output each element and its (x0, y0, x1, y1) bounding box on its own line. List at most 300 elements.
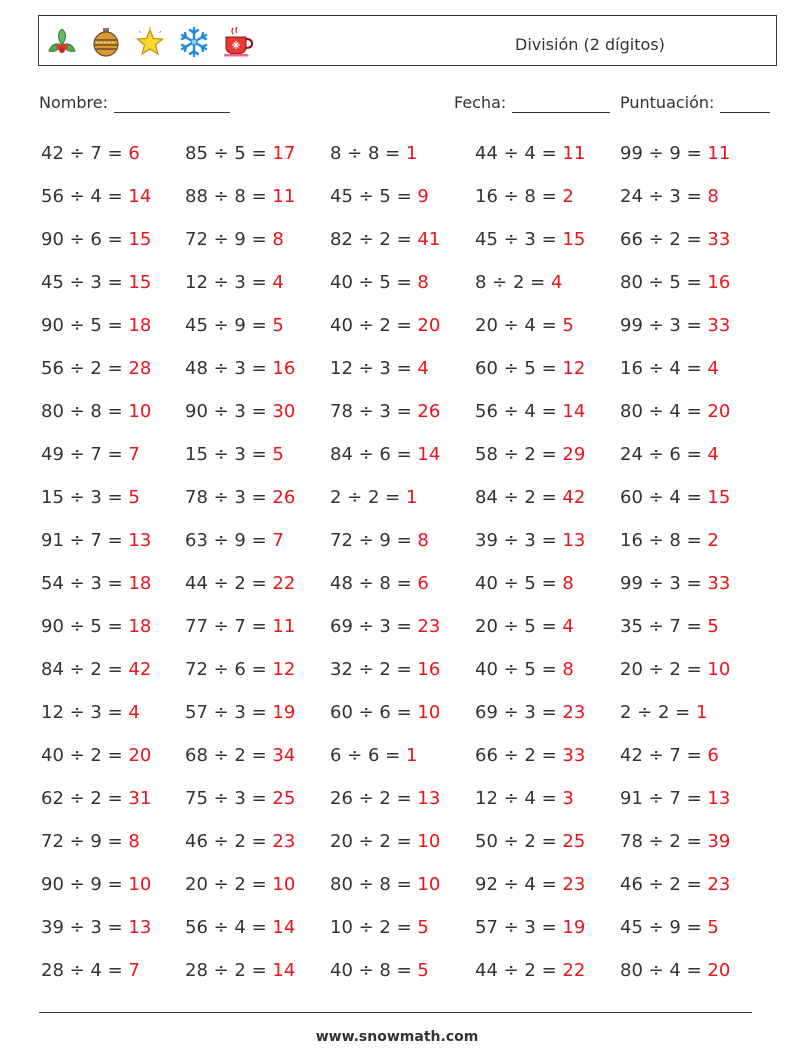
problem-item (330, 186, 429, 208)
problem-question: 10 ÷ 2 = (330, 917, 418, 938)
problem-item (475, 702, 585, 724)
problem-question: 42 ÷ 7 = (620, 745, 708, 766)
problem-item (185, 831, 295, 853)
problem-answer: 8 (417, 272, 429, 293)
problem-item (475, 401, 585, 423)
score-blank-line[interactable] (720, 96, 770, 113)
problem-answer: 5 (272, 444, 284, 465)
problem-item (330, 874, 440, 896)
problem-item (620, 659, 730, 681)
problem-item (330, 831, 440, 853)
problem-question: 8 ÷ 8 = (330, 143, 406, 164)
problem-item (330, 917, 429, 939)
problem-answer: 6 (128, 143, 140, 164)
problem-item (330, 573, 429, 595)
problem-question: 12 ÷ 3 = (330, 358, 418, 379)
problem-question: 99 ÷ 3 = (620, 315, 708, 336)
problem-question: 56 ÷ 4 = (475, 401, 563, 422)
problem-item (185, 315, 284, 337)
problem-item (475, 831, 585, 853)
problem-question: 84 ÷ 2 = (475, 487, 563, 508)
problem-answer: 4 (707, 444, 719, 465)
problem-question: 45 ÷ 9 = (185, 315, 273, 336)
problem-item (41, 358, 151, 380)
problem-question: 20 ÷ 4 = (475, 315, 563, 336)
problem-answer: 3 (562, 788, 574, 809)
problem-item (475, 573, 574, 595)
problem-answer: 20 (707, 960, 731, 981)
problem-item (475, 874, 585, 896)
problem-question: 40 ÷ 5 = (475, 659, 563, 680)
problem-answer: 33 (707, 573, 731, 594)
problem-answer: 5 (272, 315, 284, 336)
problem-answer: 15 (128, 229, 152, 250)
problem-answer: 25 (272, 788, 296, 809)
problem-item (185, 659, 295, 681)
problem-question: 78 ÷ 3 = (330, 401, 418, 422)
problem-question: 40 ÷ 2 = (330, 315, 418, 336)
star-icon (133, 25, 167, 59)
problem-answer: 30 (272, 401, 296, 422)
problem-question: 56 ÷ 4 = (185, 917, 273, 938)
problem-question: 72 ÷ 9 = (330, 530, 418, 551)
problem-answer: 7 (128, 444, 140, 465)
problem-item (620, 487, 730, 509)
problem-item (620, 788, 730, 810)
problem-answer: 2 (707, 530, 719, 551)
problem-item (330, 401, 440, 423)
problem-item (330, 616, 440, 638)
problem-answer: 8 (707, 186, 719, 207)
problem-question: 72 ÷ 6 = (185, 659, 273, 680)
problem-answer: 33 (707, 229, 731, 250)
problem-item (330, 530, 429, 552)
problem-answer: 15 (562, 229, 586, 250)
problem-question: 78 ÷ 2 = (620, 831, 708, 852)
problem-item (41, 960, 140, 982)
problem-item (185, 960, 295, 982)
problem-item (41, 702, 140, 724)
problem-answer: 8 (562, 573, 574, 594)
problem-question: 57 ÷ 3 = (185, 702, 273, 723)
name-label: Nombre: (39, 93, 108, 112)
problem-answer: 14 (417, 444, 441, 465)
problem-question: 80 ÷ 5 = (620, 272, 708, 293)
problem-question: 62 ÷ 2 = (41, 788, 129, 809)
problem-question: 63 ÷ 9 = (185, 530, 273, 551)
problem-item (41, 745, 151, 767)
problem-answer: 4 (707, 358, 719, 379)
problem-answer: 10 (272, 874, 296, 895)
problem-question: 46 ÷ 2 = (620, 874, 708, 895)
problem-item (620, 143, 730, 165)
problem-answer: 8 (417, 530, 429, 551)
problem-question: 91 ÷ 7 = (620, 788, 708, 809)
problem-question: 16 ÷ 8 = (475, 186, 563, 207)
problem-item (41, 917, 151, 939)
problem-question: 16 ÷ 4 = (620, 358, 708, 379)
problem-item (475, 917, 585, 939)
problem-answer: 20 (417, 315, 441, 336)
problem-question: 69 ÷ 3 = (330, 616, 418, 637)
problem-question: 78 ÷ 3 = (185, 487, 273, 508)
problem-answer: 5 (562, 315, 574, 336)
problem-question: 60 ÷ 6 = (330, 702, 418, 723)
problem-answer: 10 (128, 874, 152, 895)
problem-item (475, 788, 574, 810)
holly-icon (45, 25, 79, 59)
problem-answer: 13 (707, 788, 731, 809)
problem-item (620, 358, 719, 380)
problem-question: 90 ÷ 6 = (41, 229, 129, 250)
problem-question: 54 ÷ 3 = (41, 573, 129, 594)
problem-item (330, 788, 440, 810)
problem-answer: 14 (562, 401, 586, 422)
problem-answer: 25 (562, 831, 586, 852)
problem-question: 68 ÷ 2 = (185, 745, 273, 766)
problem-answer: 20 (128, 745, 152, 766)
problem-answer: 18 (128, 315, 152, 336)
problem-item (41, 573, 151, 595)
problem-question: 45 ÷ 9 = (620, 917, 708, 938)
problem-question: 99 ÷ 3 = (620, 573, 708, 594)
problem-question: 92 ÷ 4 = (475, 874, 563, 895)
problem-answer: 1 (695, 702, 708, 723)
problem-answer: 29 (562, 444, 586, 465)
problem-item (41, 616, 151, 638)
problem-item (620, 401, 730, 423)
problem-question: 12 ÷ 3 = (41, 702, 129, 723)
problem-item (330, 358, 429, 380)
problem-answer: 11 (562, 143, 586, 164)
problem-question: 82 ÷ 2 = (330, 229, 418, 250)
problem-answer: 13 (128, 917, 152, 938)
problem-item (41, 444, 140, 466)
problem-answer: 16 (272, 358, 296, 379)
problem-item (620, 573, 730, 595)
problem-answer: 23 (417, 616, 441, 637)
problem-answer: 19 (272, 702, 296, 723)
problem-item (475, 444, 585, 466)
hot-cup-icon (221, 25, 255, 59)
problem-item (620, 186, 719, 208)
problem-item (330, 272, 429, 294)
problem-question: 80 ÷ 8 = (330, 874, 418, 895)
problem-answer: 9 (417, 186, 429, 207)
problem-item (185, 917, 295, 939)
problem-answer: 18 (128, 573, 152, 594)
problem-item (330, 745, 417, 767)
problem-question: 80 ÷ 4 = (620, 960, 708, 981)
problem-item (475, 186, 574, 208)
problem-question: 84 ÷ 2 = (41, 659, 129, 680)
date-field[interactable] (454, 93, 610, 113)
problem-item (185, 702, 295, 724)
problem-question: 40 ÷ 2 = (41, 745, 129, 766)
problem-answer: 2 (562, 186, 574, 207)
problem-question: 35 ÷ 7 = (620, 616, 708, 637)
problem-question: 80 ÷ 8 = (41, 401, 129, 422)
problem-answer: 4 (128, 702, 140, 723)
problem-answer: 13 (417, 788, 441, 809)
name-field[interactable] (39, 93, 230, 113)
problem-answer: 17 (272, 143, 296, 164)
problem-answer: 14 (272, 917, 296, 938)
problem-question: 48 ÷ 8 = (330, 573, 418, 594)
problem-question: 72 ÷ 9 = (41, 831, 129, 852)
problem-answer: 5 (417, 960, 429, 981)
problem-item (41, 487, 140, 509)
problem-question: 46 ÷ 2 = (185, 831, 273, 852)
problem-answer: 7 (128, 960, 140, 981)
problem-question: 39 ÷ 3 = (475, 530, 563, 551)
problem-answer: 10 (417, 831, 441, 852)
problem-item (41, 788, 151, 810)
problem-question: 90 ÷ 5 = (41, 616, 129, 637)
problem-question: 45 ÷ 3 = (475, 229, 563, 250)
problem-item (185, 444, 284, 466)
problem-question: 44 ÷ 2 = (475, 960, 563, 981)
problem-question: 45 ÷ 5 = (330, 186, 418, 207)
problem-item (475, 960, 585, 982)
problem-item (620, 831, 730, 853)
problem-question: 88 ÷ 8 = (185, 186, 273, 207)
problem-question: 28 ÷ 4 = (41, 960, 129, 981)
problem-item (330, 315, 440, 337)
problem-item (330, 960, 429, 982)
problem-item (41, 401, 151, 423)
problem-answer: 31 (128, 788, 152, 809)
problem-item (475, 616, 574, 638)
problem-item (185, 358, 295, 380)
problem-question: 8 ÷ 2 = (475, 272, 551, 293)
problem-answer: 20 (707, 401, 731, 422)
problem-answer: 1 (405, 745, 418, 766)
problem-item (620, 315, 730, 337)
problem-item (620, 444, 719, 466)
problem-item (475, 358, 585, 380)
problem-question: 40 ÷ 8 = (330, 960, 418, 981)
problem-item (475, 229, 585, 251)
problem-answer: 34 (272, 745, 296, 766)
worksheet-title: División (2 dígitos) (515, 35, 665, 54)
problem-answer: 42 (562, 487, 586, 508)
problem-answer: 4 (550, 272, 563, 293)
problem-item (330, 487, 417, 509)
date-label: Fecha: (454, 93, 507, 112)
problem-answer: 4 (272, 272, 284, 293)
problem-item (41, 315, 151, 337)
problem-item (330, 659, 440, 681)
problem-question: 57 ÷ 3 = (475, 917, 563, 938)
problem-answer: 39 (707, 831, 731, 852)
problem-answer: 19 (562, 917, 586, 938)
problem-item (620, 272, 730, 294)
problem-question: 40 ÷ 5 = (475, 573, 563, 594)
problem-answer: 11 (272, 186, 296, 207)
problem-item (475, 272, 562, 294)
problem-item (475, 530, 585, 552)
problem-item (185, 143, 295, 165)
problem-answer: 12 (272, 659, 296, 680)
footer-divider (39, 1012, 752, 1013)
snowflake-icon (177, 25, 211, 59)
problem-item (185, 229, 284, 251)
problem-question: 20 ÷ 2 = (620, 659, 708, 680)
problem-question: 90 ÷ 5 = (41, 315, 129, 336)
problem-question: 84 ÷ 6 = (330, 444, 418, 465)
problem-question: 60 ÷ 5 = (475, 358, 563, 379)
problem-question: 66 ÷ 2 = (620, 229, 708, 250)
problem-question: 44 ÷ 2 = (185, 573, 273, 594)
problem-answer: 26 (272, 487, 296, 508)
problem-question: 26 ÷ 2 = (330, 788, 418, 809)
problem-question: 91 ÷ 7 = (41, 530, 129, 551)
footer-url: www.snowmath.com (315, 1029, 479, 1045)
problem-answer: 13 (128, 530, 152, 551)
problem-item (185, 186, 295, 208)
problem-question: 69 ÷ 3 = (475, 702, 563, 723)
problem-item (185, 745, 295, 767)
problem-question: 20 ÷ 2 = (330, 831, 418, 852)
problem-question: 2 ÷ 2 = (620, 702, 696, 723)
problem-answer: 16 (707, 272, 731, 293)
problem-item (620, 530, 719, 552)
problem-answer: 4 (562, 616, 574, 637)
problem-answer: 15 (128, 272, 152, 293)
problem-answer: 13 (562, 530, 586, 551)
problem-question: 16 ÷ 8 = (620, 530, 708, 551)
problem-answer: 1 (405, 143, 418, 164)
problem-answer: 23 (707, 874, 731, 895)
problem-answer: 8 (562, 659, 574, 680)
problem-item (41, 229, 151, 251)
problem-item (185, 401, 295, 423)
ornament-icon (89, 25, 123, 59)
problem-item (330, 702, 440, 724)
problem-answer: 22 (562, 960, 586, 981)
problem-answer: 6 (707, 745, 719, 766)
problem-item (330, 143, 417, 165)
problem-answer: 5 (417, 917, 429, 938)
problem-answer: 23 (272, 831, 296, 852)
problem-answer: 4 (417, 358, 429, 379)
problem-item (475, 745, 585, 767)
problem-answer: 33 (707, 315, 731, 336)
problem-item (185, 788, 295, 810)
problem-question: 56 ÷ 4 = (41, 186, 129, 207)
problem-answer: 10 (128, 401, 152, 422)
problem-item (41, 874, 151, 896)
problem-answer: 5 (128, 487, 140, 508)
problem-item (185, 530, 284, 552)
problem-answer: 11 (272, 616, 296, 637)
problem-answer: 12 (562, 358, 586, 379)
problem-item (330, 229, 440, 251)
problem-item (620, 616, 719, 638)
problem-answer: 5 (707, 616, 719, 637)
score-label: Puntuación: (620, 93, 715, 112)
problem-item (41, 186, 151, 208)
problem-item (185, 616, 295, 638)
problem-answer: 11 (707, 143, 731, 164)
problem-question: 24 ÷ 3 = (620, 186, 708, 207)
header-icons (45, 22, 255, 62)
problem-question: 24 ÷ 6 = (620, 444, 708, 465)
problem-answer: 14 (128, 186, 152, 207)
problem-item (620, 702, 707, 724)
problem-answer: 6 (417, 573, 429, 594)
problem-item (185, 573, 295, 595)
problem-item (620, 960, 730, 982)
problem-question: 48 ÷ 3 = (185, 358, 273, 379)
name-blank-line[interactable] (114, 96, 230, 113)
problem-item (185, 272, 284, 294)
problem-answer: 14 (272, 960, 296, 981)
problem-answer: 22 (272, 573, 296, 594)
date-blank-line[interactable] (512, 96, 610, 113)
problem-question: 12 ÷ 3 = (185, 272, 273, 293)
problem-question: 42 ÷ 7 = (41, 143, 129, 164)
problem-item (475, 487, 585, 509)
problem-question: 77 ÷ 7 = (185, 616, 273, 637)
problem-answer: 7 (272, 530, 284, 551)
problem-answer: 10 (707, 659, 731, 680)
problem-answer: 41 (417, 229, 441, 250)
problem-question: 90 ÷ 3 = (185, 401, 273, 422)
problem-question: 15 ÷ 3 = (185, 444, 273, 465)
problem-item (185, 487, 295, 509)
problem-question: 20 ÷ 2 = (185, 874, 273, 895)
problem-question: 20 ÷ 5 = (475, 616, 563, 637)
problem-item (475, 143, 585, 165)
problem-question: 15 ÷ 3 = (41, 487, 129, 508)
problem-question: 99 ÷ 9 = (620, 143, 708, 164)
problem-answer: 8 (272, 229, 284, 250)
problem-question: 56 ÷ 2 = (41, 358, 129, 379)
problem-question: 32 ÷ 2 = (330, 659, 418, 680)
problem-question: 60 ÷ 4 = (620, 487, 708, 508)
problem-answer: 18 (128, 616, 152, 637)
problem-item (620, 874, 730, 896)
problem-item (620, 229, 730, 251)
problem-answer: 1 (405, 487, 418, 508)
problem-question: 85 ÷ 5 = (185, 143, 273, 164)
problem-question: 28 ÷ 2 = (185, 960, 273, 981)
problem-question: 40 ÷ 5 = (330, 272, 418, 293)
problem-question: 72 ÷ 9 = (185, 229, 273, 250)
problem-answer: 23 (562, 702, 586, 723)
problem-question: 58 ÷ 2 = (475, 444, 563, 465)
problem-question: 12 ÷ 4 = (475, 788, 563, 809)
problem-item (41, 659, 151, 681)
score-field[interactable] (620, 93, 770, 113)
problem-answer: 5 (707, 917, 719, 938)
problem-item (41, 143, 140, 165)
problem-question: 44 ÷ 4 = (475, 143, 563, 164)
problem-item (620, 917, 719, 939)
problem-answer: 8 (128, 831, 140, 852)
problem-answer: 10 (417, 702, 441, 723)
problem-question: 2 ÷ 2 = (330, 487, 406, 508)
problem-question: 75 ÷ 3 = (185, 788, 273, 809)
problem-question: 6 ÷ 6 = (330, 745, 406, 766)
problem-answer: 23 (562, 874, 586, 895)
problem-question: 66 ÷ 2 = (475, 745, 563, 766)
problem-question: 45 ÷ 3 = (41, 272, 129, 293)
problem-answer: 26 (417, 401, 441, 422)
problem-question: 50 ÷ 2 = (475, 831, 563, 852)
